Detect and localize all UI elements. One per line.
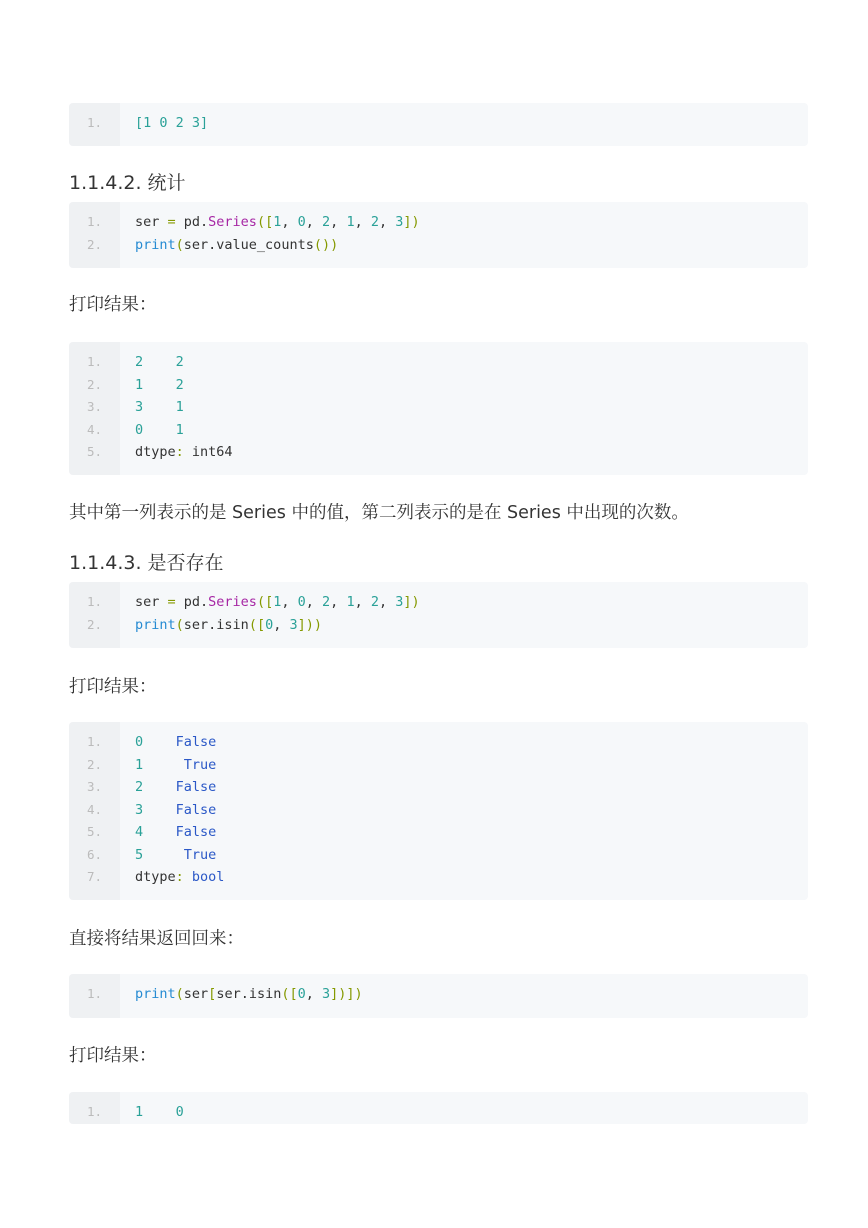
section-heading-exists: 1.1.4.3. 是否存在 — [69, 552, 224, 574]
result-label-3: 打印结果： — [69, 1046, 157, 1066]
line-number: 6. — [86, 846, 103, 862]
line-number: 1. — [86, 1104, 103, 1119]
explanation-paragraph: 其中第一列表示的是 Series 中的值，第二列表示的是在 Series 中出现的次数。 — [69, 503, 689, 523]
code-line — [69, 799, 808, 822]
code-line — [69, 591, 808, 614]
section-heading-stats: 1.1.4.2. 统计 — [69, 172, 186, 194]
return-label: 直接将结果返回回来： — [69, 929, 244, 949]
line-number: 2. — [86, 616, 103, 632]
code-text: 3 False — [135, 801, 217, 818]
code-text: dtype: bool — [135, 869, 225, 885]
line-number: 1. — [86, 214, 103, 229]
code-line — [69, 419, 808, 442]
code-line — [69, 351, 808, 374]
code-block-6 — [69, 974, 808, 1018]
line-number: 1. — [86, 986, 103, 1001]
line-number: 7. — [86, 869, 103, 884]
code-text: 1 True — [135, 756, 217, 773]
line-number: 4. — [86, 801, 103, 817]
code-block-1 — [69, 103, 808, 146]
code-block-5 — [69, 722, 808, 900]
code-line — [69, 234, 808, 257]
code-text: 2 False — [135, 779, 217, 795]
code-text: dtype: int64 — [135, 444, 233, 460]
code-text: 1 0 — [135, 1104, 184, 1120]
code-text: ser = pd.Series([1, 0, 2, 1, 2, 3]) — [135, 594, 420, 610]
code-block-3 — [69, 342, 808, 475]
code-line — [69, 983, 808, 1006]
code-line — [69, 1101, 808, 1124]
code-text: 3 1 — [135, 399, 184, 415]
code-line — [69, 754, 808, 777]
code-line — [69, 866, 808, 889]
line-number: 1. — [86, 594, 103, 609]
code-line — [69, 396, 808, 419]
code-line — [69, 441, 808, 464]
code-text: [1 0 2 3] — [135, 115, 209, 131]
result-label-1: 打印结果： — [69, 295, 157, 315]
code-text: print(ser.value_counts()) — [135, 236, 339, 253]
line-number: 2. — [86, 756, 103, 772]
code-line — [69, 731, 808, 754]
result-label-2: 打印结果： — [69, 677, 157, 697]
code-line — [69, 844, 808, 867]
code-block-7 — [69, 1092, 808, 1124]
code-text: print(ser[ser.isin([0, 3])]) — [135, 986, 363, 1002]
code-line — [69, 211, 808, 234]
code-line — [69, 776, 808, 799]
code-text: 5 True — [135, 846, 217, 863]
line-number: 1. — [86, 734, 103, 749]
code-line — [69, 374, 808, 397]
code-line — [69, 112, 808, 135]
line-number: 5. — [86, 444, 103, 459]
code-text: 0 1 — [135, 421, 184, 438]
code-line — [69, 614, 808, 637]
code-block-2 — [69, 202, 808, 268]
code-block-4 — [69, 582, 808, 648]
code-text: 4 False — [135, 824, 217, 840]
line-number: 1. — [86, 115, 103, 130]
line-number: 5. — [86, 824, 103, 839]
code-text: ser = pd.Series([1, 0, 2, 1, 2, 3]) — [135, 214, 420, 230]
line-number: 4. — [86, 421, 103, 437]
line-number: 3. — [86, 779, 103, 794]
line-number: 3. — [86, 399, 103, 414]
line-number: 2. — [86, 236, 103, 252]
code-text: 0 False — [135, 734, 217, 750]
code-text: 1 2 — [135, 376, 184, 393]
code-text: 2 2 — [135, 354, 184, 370]
line-number: 1. — [86, 354, 103, 369]
code-text: print(ser.isin([0, 3])) — [135, 616, 323, 633]
code-line — [69, 821, 808, 844]
line-number: 2. — [86, 376, 103, 392]
